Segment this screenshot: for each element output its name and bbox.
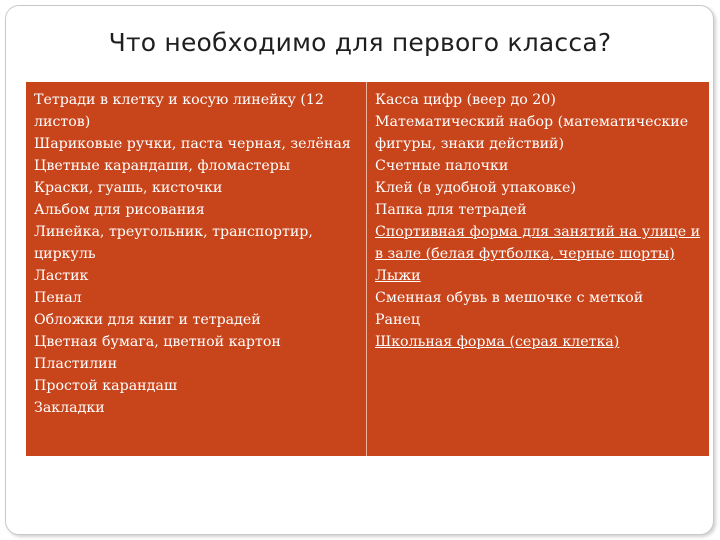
left-item-11: Пластилин [34, 356, 118, 372]
right-item-6-link[interactable]: Спортивная форма для занятий на улице и в зале (белая футболка, черные шорты) [375, 224, 701, 262]
right-item-2: Математический набор (математические фигуры, знаки действий) [375, 114, 689, 152]
left-item-3: Цветные карандаши, фломастеры [34, 158, 291, 174]
right-item-7-link[interactable]: Лыжи [375, 268, 421, 284]
right-column [367, 82, 709, 456]
right-item-9: Ранец [375, 312, 420, 328]
right-item-10-link[interactable]: Школьная форма (серая клетка) [375, 334, 620, 350]
left-item-12: Простой карандаш [34, 378, 178, 394]
right-item-5: Папка для тетрадей [375, 202, 527, 218]
left-item-9: Обложки для книг и тетрадей [34, 312, 261, 328]
left-item-10: Цветная бумага, цветной картон [34, 334, 281, 350]
left-item-13: Закладки [34, 400, 105, 416]
slide-title: Что необходимо для первого класса? [108, 28, 612, 57]
left-item-5: Альбом для рисования [34, 202, 205, 218]
left-item-1: Тетради в клетку и косую линейку (12 листов) [34, 92, 324, 130]
right-item-8: Сменная обувь в мешочке с меткой [375, 290, 644, 306]
right-item-4: Клей (в удобной упаковке) [375, 180, 576, 196]
left-item-6: Линейка, треугольник, транспортир, циркуль [34, 224, 313, 262]
right-item-1: Касса цифр (веер до 20) [375, 92, 556, 108]
right-item-3: Счетные палочки [375, 158, 509, 174]
left-item-8: Пенал [34, 290, 82, 306]
left-item-2: Шариковые ручки, паста черная, зелёная [34, 136, 351, 152]
supplies-table [26, 82, 709, 456]
left-column [26, 82, 367, 456]
left-item-7: Ластик [34, 268, 89, 284]
left-item-4: Краски, гуашь, кисточки [34, 180, 223, 196]
